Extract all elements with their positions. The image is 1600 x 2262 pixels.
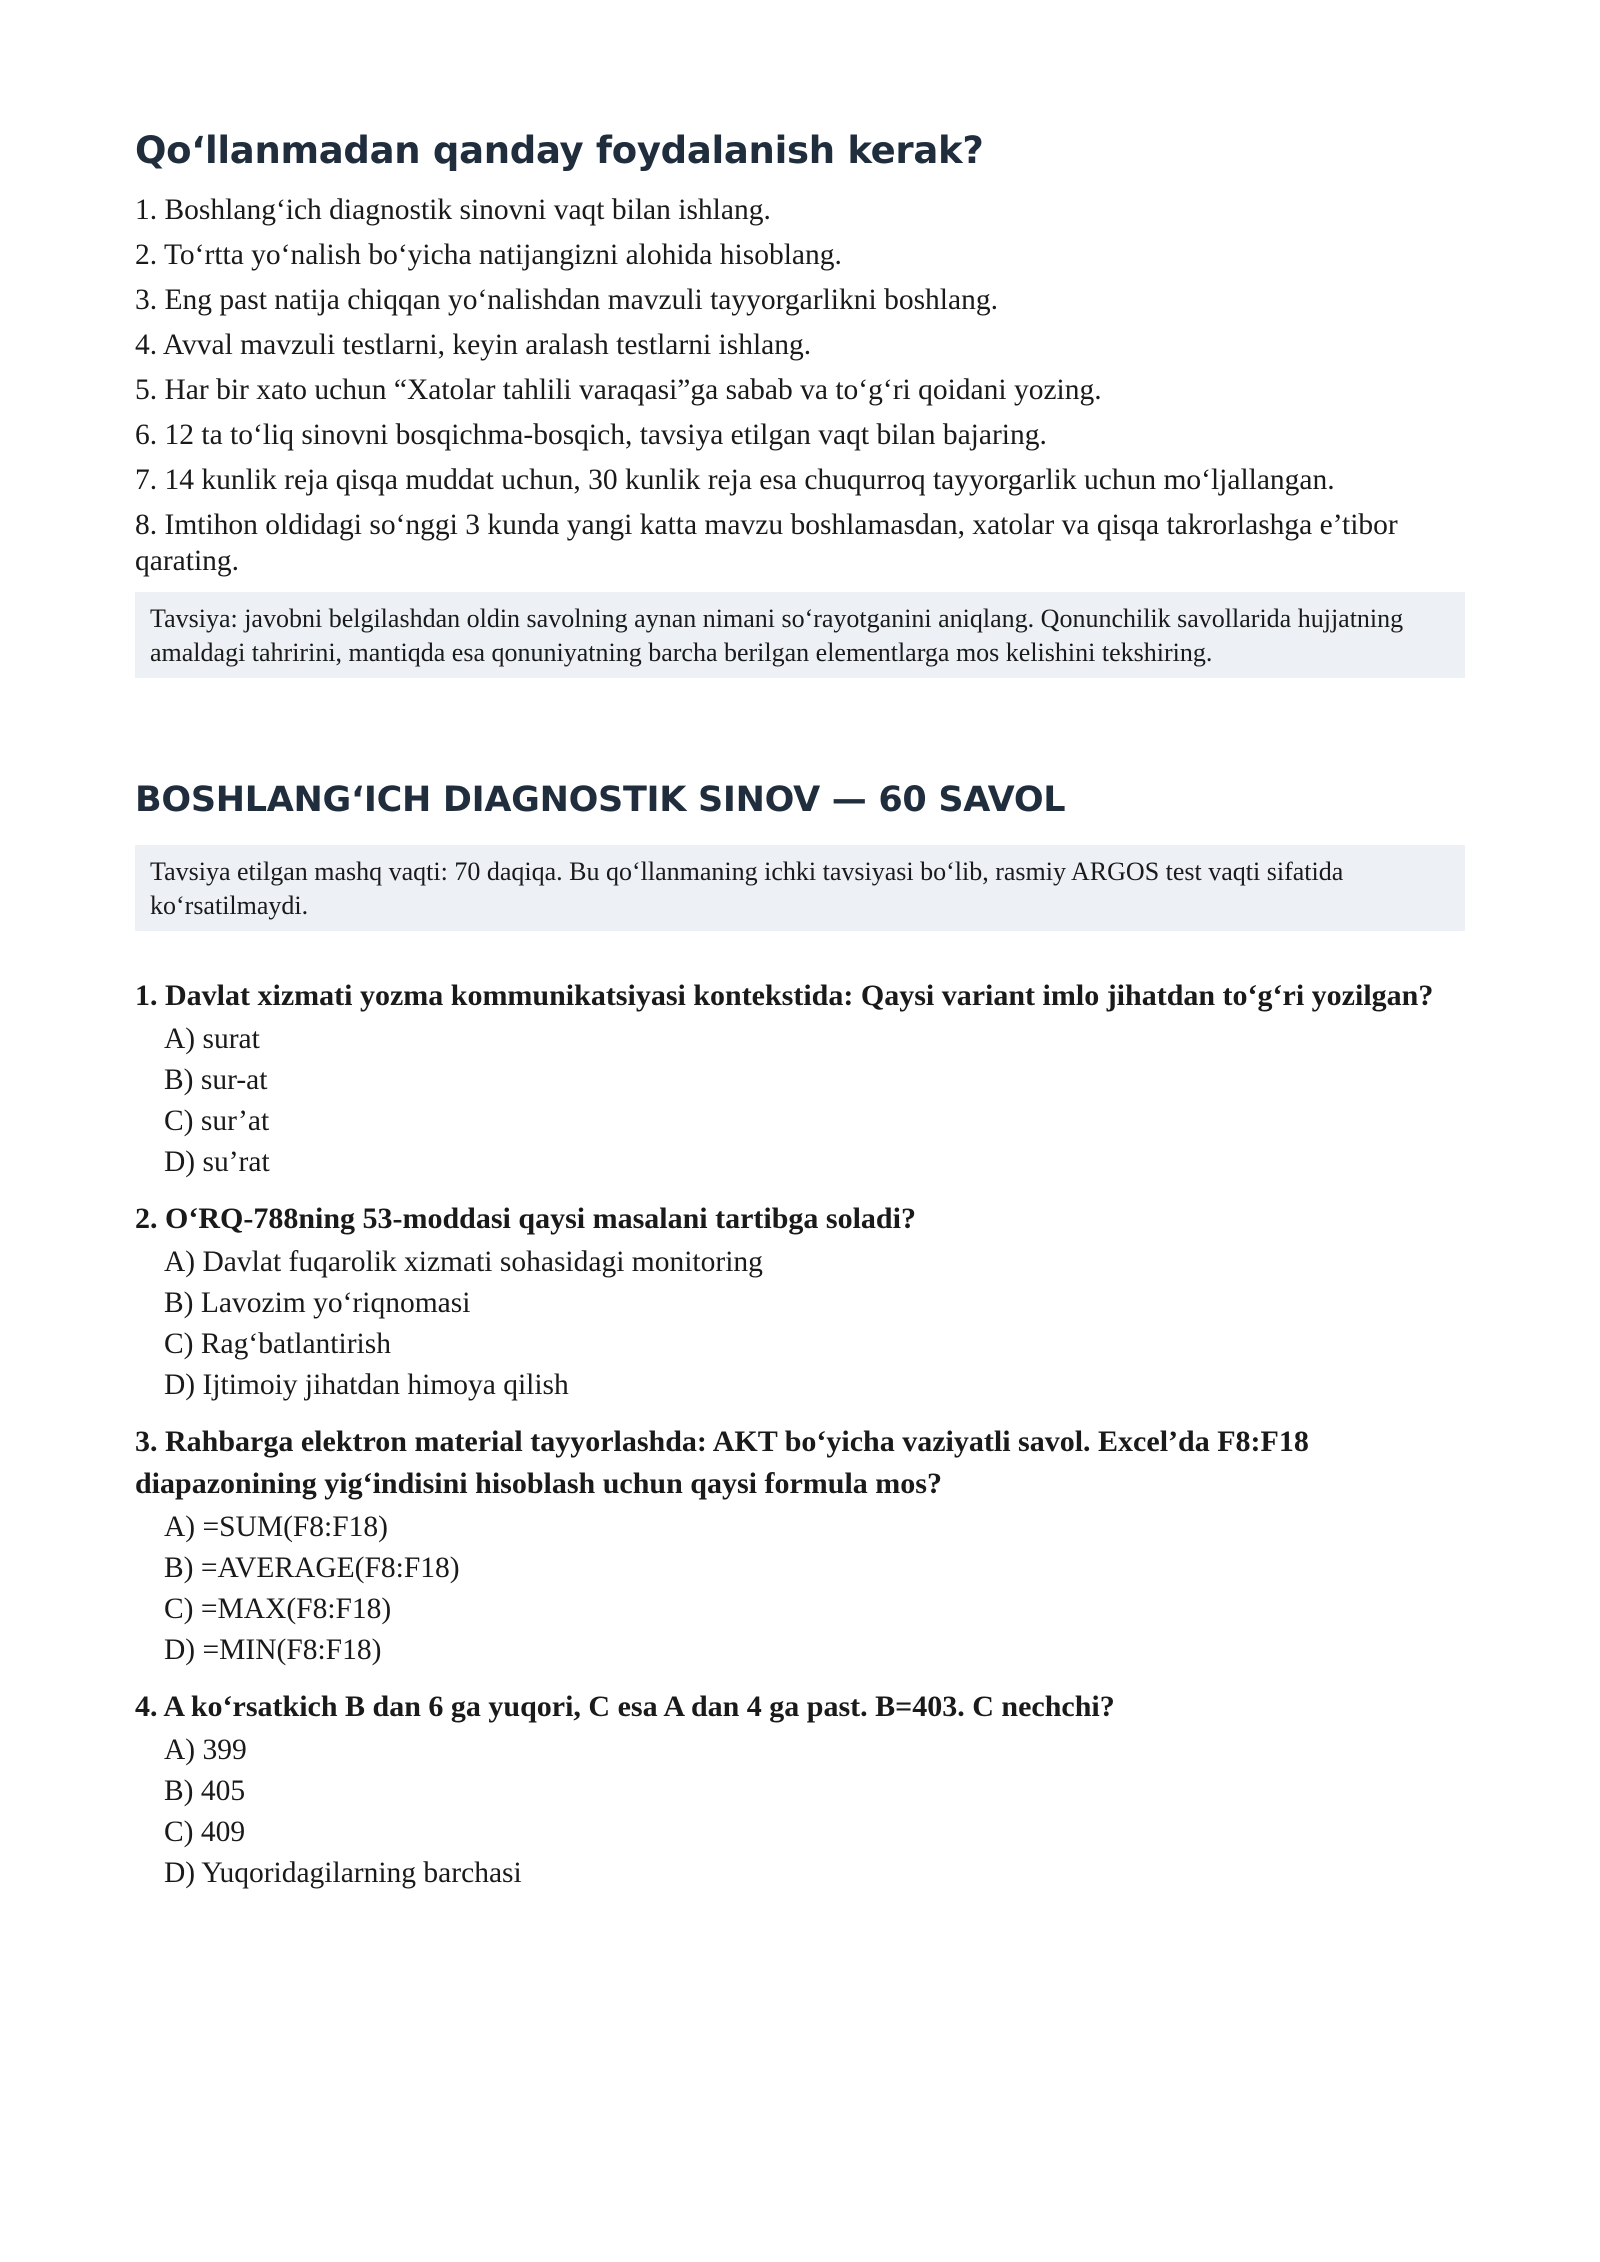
usage-step: 3. Eng past natija chiqqan yo‘nalishdan mavzuli tayyorgarlikni boshlang. [135,284,998,316]
answer-option: B) sur-at [164,1064,268,1096]
usage-step: 2. To‘rtta yo‘nalish bo‘yicha natijangizni alohida hisoblang. [135,239,842,271]
answer-option: A) Davlat fuqarolik xizmati sohasidagi monitoring [164,1246,763,1278]
usage-steps-list [135,192,1465,588]
question-text: 3. Rahbarga elektron material tayyorlashda: AKT bo‘yicha vaziyatli savol. Excel’da F8:F18 diapazonining yig‘indisini hisoblash uchun qaysi formula mos? [135,1425,1309,1500]
answer-options [135,1019,1465,1183]
usage-section-title: Qo‘llanmadan qanday foydalanish kerak? [135,129,984,172]
question-text: 4. A ko‘rsatkich B dan 6 ga yuqori, C esa A dan 4 ga past. B=403. C nechchi? [135,1690,1115,1723]
answer-option: B) =AVERAGE(F8:F18) [164,1552,460,1584]
question-item [135,975,1465,1183]
tip-box: Tavsiya: javobni belgilashdan oldin savolning aynan nimani so‘rayotganini aniqlang. Qonunchilik savollarida hujjatning amaldagi tahririni, mantiqda esa qonuniyatning barcha berilgan elementlarga mos kelishini tekshiring. [135,592,1465,678]
usage-step: 6. 12 ta to‘liq sinovni bosqichma-bosqich, tavsiya etilgan vaqt bilan bajaring. [135,419,1047,451]
usage-step: 7. 14 kunlik reja qisqa muddat uchun, 30 kunlik reja esa chuqurroq tayyorgarlik uchun mo‘ljallangan. [135,464,1335,496]
usage-step: 5. Har bir xato uchun “Xatolar tahlili varaqasi”ga sabab va to‘g‘ri qoidani yozing. [135,374,1102,406]
answer-option: C) 409 [164,1816,246,1848]
answer-option: D) Yuqoridagilarning barchasi [164,1857,522,1889]
answer-option: C) Rag‘batlantirish [164,1328,391,1360]
question-text: 2. O‘RQ-788ning 53-moddasi qaysi masalani tartibga soladi? [135,1202,916,1235]
time-note-box: Tavsiya etilgan mashq vaqti: 70 daqiqa. Bu qo‘llanmaning ichki tavsiyasi bo‘lib, rasmiy ARGOS test vaqti sifatida ko‘rsatilmaydi. [135,845,1465,931]
answer-option: A) =SUM(F8:F18) [164,1511,388,1543]
answer-option: C) =MAX(F8:F18) [164,1593,392,1625]
question-item [135,1686,1465,1894]
answer-options [135,1730,1465,1894]
answer-option: C) sur’at [164,1105,270,1137]
question-item [135,1198,1465,1406]
answer-option: A) 399 [164,1734,247,1766]
question-item [135,1421,1465,1671]
answer-option: D) Ijtimoiy jihatdan himoya qilish [164,1369,569,1401]
usage-step: 4. Avval mavzuli testlarni, keyin aralash testlarni ishlang. [135,329,812,361]
answer-options [135,1507,1465,1671]
usage-step: 1. Boshlang‘ich diagnostik sinovni vaqt bilan ishlang. [135,194,771,226]
diagnostic-section-title: BOSHLANG‘ICH DIAGNOSTIK SINOV — 60 SAVOL [135,780,1066,820]
answer-option: D) su’rat [164,1146,270,1178]
answer-options [135,1242,1465,1406]
usage-step: 8. Imtihon oldidagi so‘nggi 3 kunda yangi katta mavzu boshlamasdan, xatolar va qisqa takrorlashga e’tibor qarating. [135,509,1398,577]
answer-option: B) Lavozim yo‘riqnomasi [164,1287,471,1319]
question-list [135,975,1465,1909]
answer-option: A) surat [164,1023,260,1055]
answer-option: D) =MIN(F8:F18) [164,1634,382,1666]
question-text: 1. Davlat xizmati yozma kommunikatsiyasi kontekstida: Qaysi variant imlo jihatdan to‘g‘ri yozilgan? [135,979,1434,1012]
answer-option: B) 405 [164,1775,246,1807]
